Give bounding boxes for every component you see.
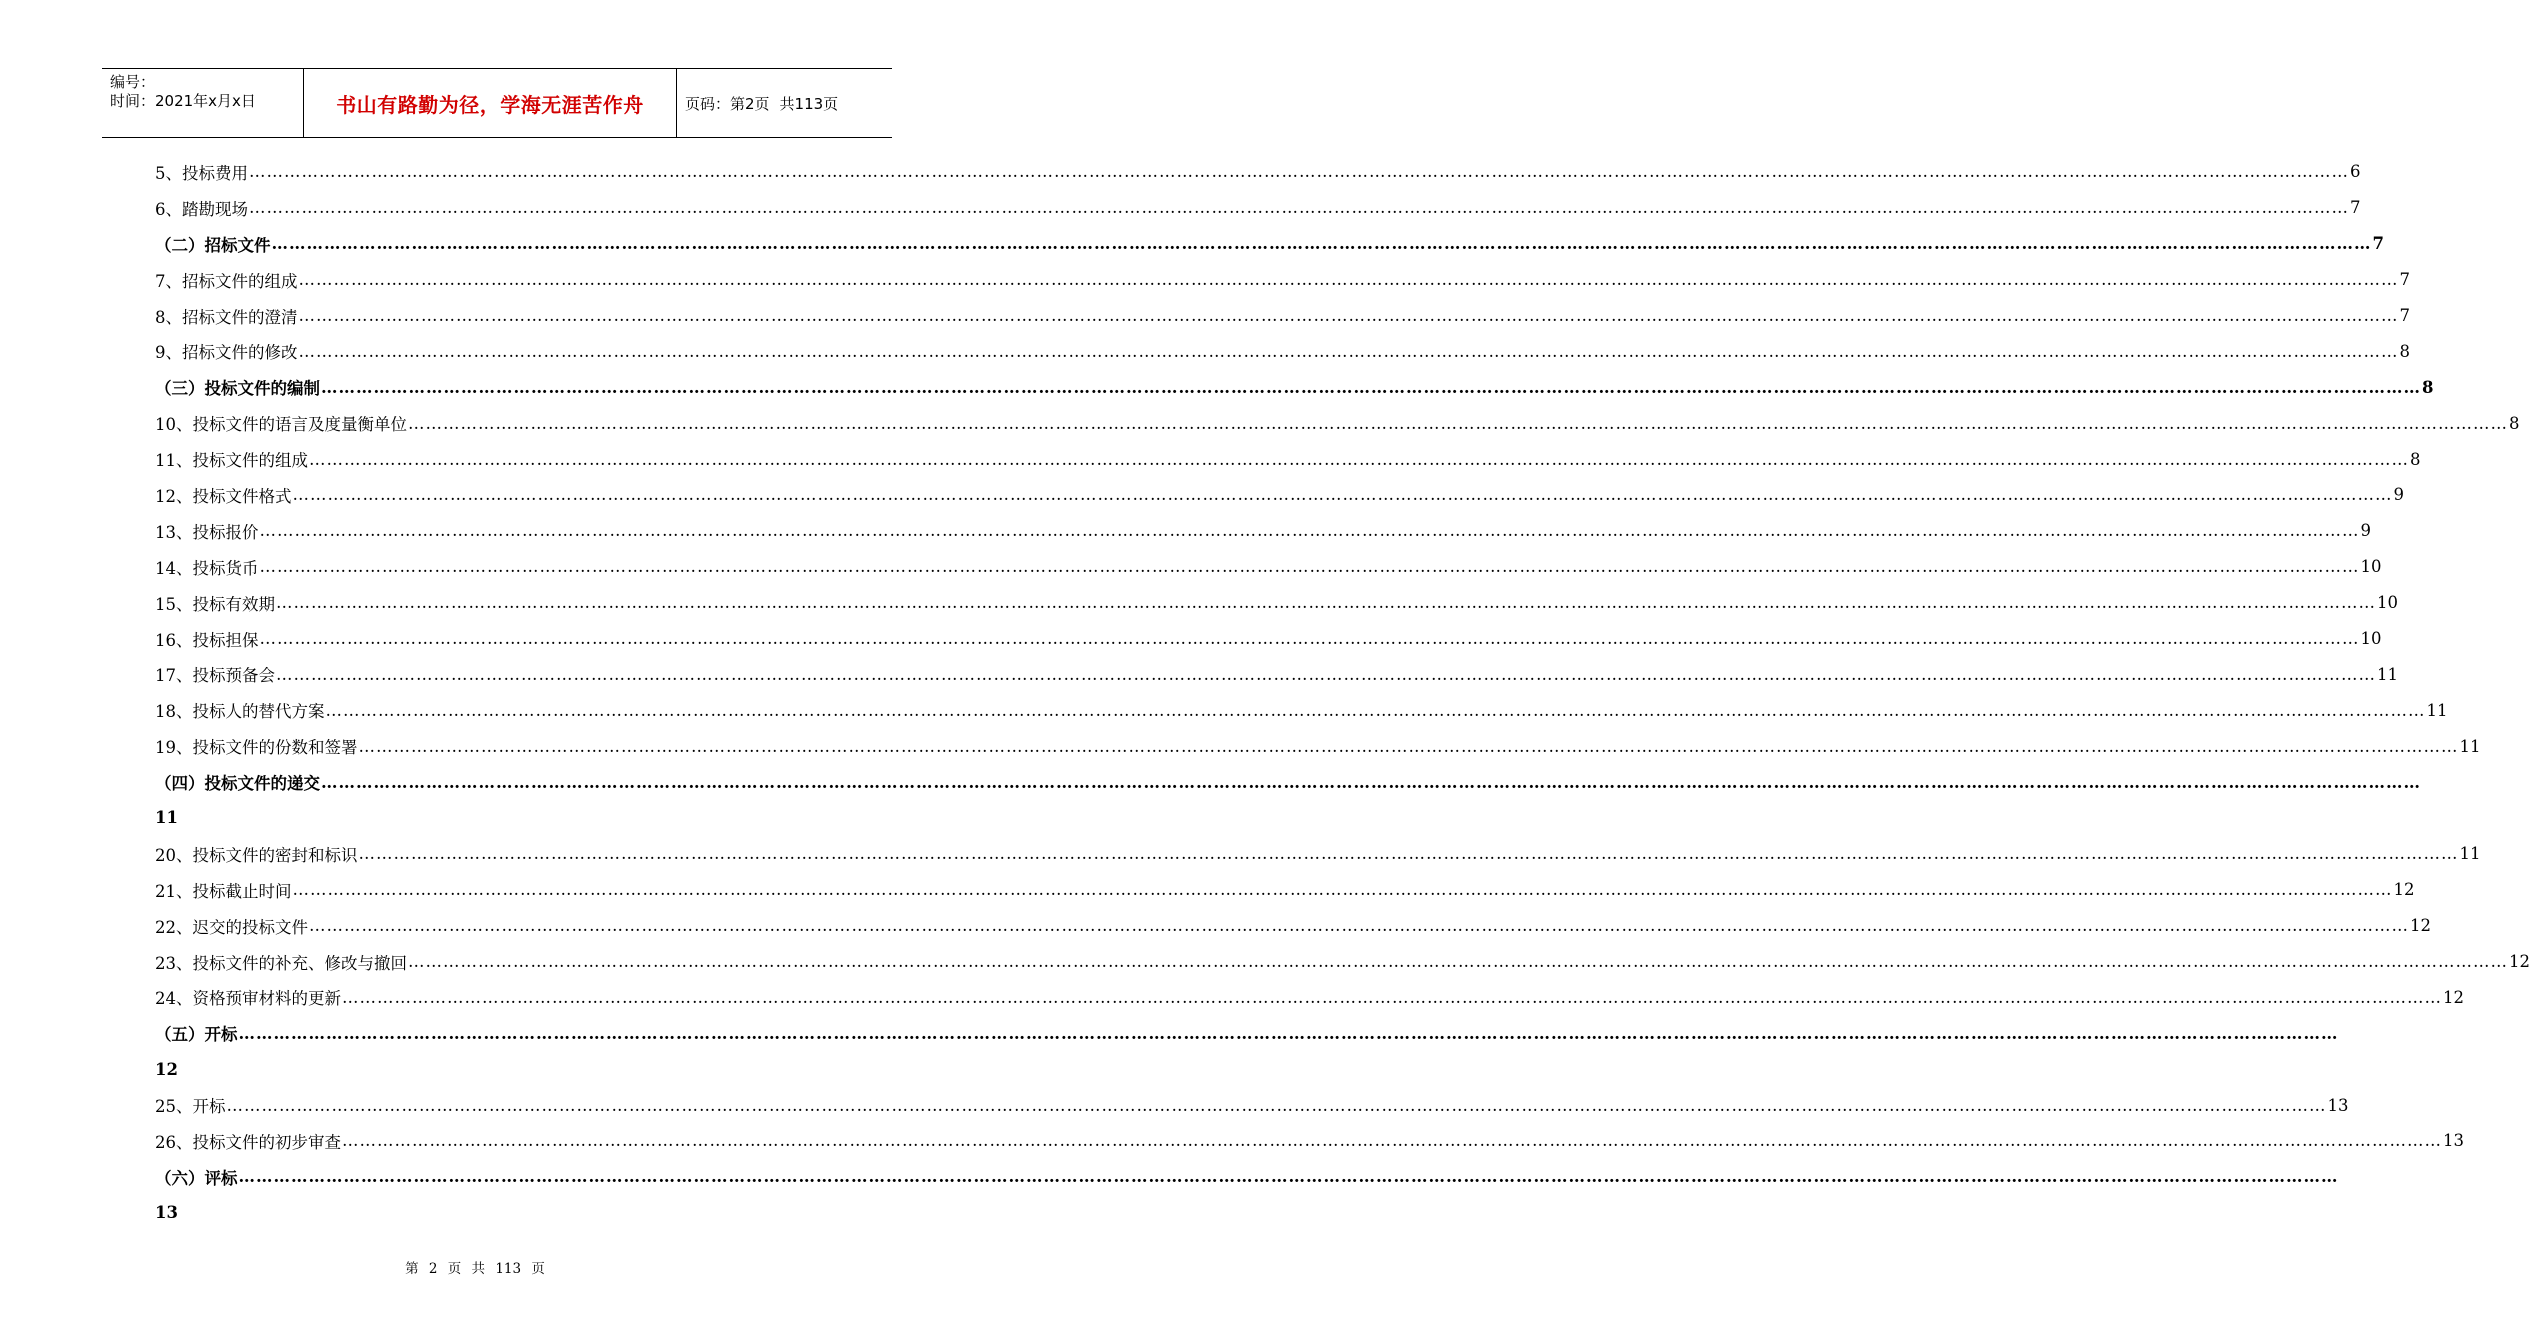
toc-entry[interactable] — [155, 262, 2410, 298]
toc-entry[interactable] — [155, 585, 2398, 621]
time-label: 时间：2021年x月x日 — [110, 92, 256, 110]
toc-dot-leader: ……………………………………………………………………………………………………………………………………………………………………………………………………………………………………………………………………………………………………………………………… — [342, 987, 2442, 1007]
toc-dot-leader: ……………………………………………………………………………………………………………………………………………………………………………………………………………………………………………………………………………………………………………………………… — [249, 162, 2349, 182]
toc-dot-leader: ……………………………………………………………………………………………………………………………………………………………………………………………………………………………………………………………………………………………………………………………… — [309, 449, 2409, 469]
toc-entry-page: 13 — [155, 1203, 178, 1223]
toc-entry[interactable] — [155, 692, 2448, 728]
toc-entry[interactable] — [155, 764, 2421, 800]
toc-entry-title: 14、投标货币 — [155, 558, 259, 578]
toc-entry-title: 15、投标有效期 — [155, 594, 275, 614]
toc-dot-leader: ……………………………………………………………………………………………………………………………………………………………………………………………………………………………………………………………………………………………………………………………… — [259, 629, 2360, 649]
toc-entry-page: 7 — [2350, 198, 2361, 218]
toc-entry[interactable] — [155, 298, 2410, 334]
toc-entry-page: 13 — [2443, 1131, 2464, 1151]
toc-entry-title: 12、投标文件格式 — [155, 486, 292, 506]
page-header — [102, 68, 892, 138]
toc-dot-leader: ……………………………………………………………………………………………………………………………………………………………………………………………………………………………………………………………………………………………………………………………… — [325, 700, 2426, 720]
toc-dot-leader: ……………………………………………………………………………………………………………………………………………………………………………………………………………………………………………………………………………………………………………………………… — [358, 844, 2459, 864]
toc-entry-title: 11、投标文件的组成 — [155, 451, 308, 471]
toc-entry-title: 20、投标文件的密封和标识 — [155, 845, 358, 865]
toc-entry[interactable] — [155, 979, 2464, 1015]
toc-dot-leader: ……………………………………………………………………………………………………………………………………………………………………………………………………………………………………………………………………………………………………………………………… — [321, 377, 2421, 397]
toc-entry-page-wrapped — [155, 800, 835, 836]
toc-entry-page: 7 — [2372, 234, 2384, 254]
toc-entry-page: 12 — [2393, 880, 2415, 900]
toc-dot-leader: ……………………………………………………………………………………………………………………………………………………………………………………………………………………………………………………………………………………………………………………………… — [298, 270, 2399, 290]
toc-dot-leader: ……………………………………………………………………………………………………………………………………………………………………………………………………………………………………………………………………………………………………………………………… — [358, 736, 2459, 756]
toc-dot-leader: ……………………………………………………………………………………………………………………………………………………………………………………………………………………………………………………………………………………………………………………………… — [276, 593, 2376, 613]
toc-entry-page: 8 — [2422, 377, 2434, 397]
toc-entry[interactable] — [155, 1159, 2339, 1195]
toc-dot-leader: ……………………………………………………………………………………………………………………………………………………………………………………………………………………………………………………………………………………………………………………………… — [408, 413, 2508, 433]
total-label: 共113页 — [779, 94, 839, 113]
toc-dot-leader: ……………………………………………………………………………………………………………………………………………………………………………………………………………………………………………………………………………………………………………………………… — [292, 485, 2393, 505]
toc-entry-page: 10 — [2377, 593, 2398, 613]
toc-entry-page: 8 — [2509, 413, 2520, 433]
toc-entry[interactable] — [155, 154, 2361, 190]
toc-entry-title: 6、踏勘现场 — [155, 199, 248, 219]
toc-dot-leader: ……………………………………………………………………………………………………………………………………………………………………………………………………………………………………………………………………………………………………………………………… — [309, 916, 2409, 936]
toc-entry[interactable] — [155, 333, 2410, 369]
toc-entry-title: 13、投标报价 — [155, 522, 259, 542]
toc-entry[interactable] — [155, 477, 2404, 513]
toc-entry-page: 9 — [2360, 521, 2371, 541]
toc-entry[interactable] — [155, 190, 2361, 226]
toc-entry-title: （三）投标文件的编制 — [155, 379, 320, 399]
toc-entry-title: （二）招标文件 — [155, 235, 271, 255]
toc-dot-leader: ……………………………………………………………………………………………………………………………………………………………………………………………………………………………………………………………………………………………………………………………… — [238, 1023, 2339, 1043]
toc-entry-page: 12 — [2443, 987, 2464, 1007]
toc-dot-leader: ……………………………………………………………………………………………………………………………………………………………………………………………………………………………………………………………………………………………………………………………… — [226, 1095, 2327, 1115]
toc-entry-title: 16、投标担保 — [155, 630, 259, 650]
toc-entry-page: 6 — [2350, 162, 2361, 182]
toc-entry[interactable] — [155, 226, 2384, 262]
toc-entry-page: 12 — [155, 1059, 178, 1079]
toc-entry[interactable] — [155, 728, 2481, 764]
toc-entry-page: 8 — [2399, 341, 2410, 361]
toc-entry-title: 24、资格预审材料的更新 — [155, 989, 341, 1009]
toc-entry-title: 18、投标人的替代方案 — [155, 702, 325, 722]
toc-entry-page: 7 — [2399, 270, 2410, 290]
toc-entry-title: 25、开标 — [155, 1097, 226, 1117]
toc-entry-page: 12 — [2410, 916, 2431, 936]
toc-entry-page: 12 — [2509, 952, 2530, 972]
number-label: 编号： — [110, 73, 156, 91]
header-meta — [102, 69, 304, 137]
toc-dot-leader: ……………………………………………………………………………………………………………………………………………………………………………………………………………………………………………………………………………………………………………………………… — [259, 557, 2360, 577]
toc-entry-page: 11 — [2377, 664, 2398, 684]
page-label: 页码：第2页 — [685, 94, 770, 113]
toc-entry-page: 7 — [2399, 306, 2410, 325]
toc-entry-title: 26、投标文件的初步审查 — [155, 1132, 341, 1152]
toc-entry[interactable] — [155, 1123, 2464, 1159]
toc-entry[interactable] — [155, 944, 2530, 980]
toc-entry-title: 10、投标文件的语言及度量衡单位 — [155, 415, 407, 435]
toc-entry-page: 11 — [2459, 844, 2481, 864]
toc-entry[interactable] — [155, 441, 2421, 477]
toc-dot-leader: ……………………………………………………………………………………………………………………………………………………………………………………………………………………………………………………………………………………………………………………………… — [292, 880, 2393, 900]
toc-dot-leader: ……………………………………………………………………………………………………………………………………………………………………………………………………………………………………………………………………………………………………………………………… — [298, 306, 2399, 325]
toc-entry-page: 9 — [2393, 485, 2404, 505]
toc-entry-title: 9、招标文件的修改 — [155, 343, 298, 363]
toc-dot-leader: ……………………………………………………………………………………………………………………………………………………………………………………………………………………………………………………………………………………………………………………………… — [321, 772, 2421, 792]
toc-entry-page: 10 — [2360, 557, 2382, 577]
toc-entry-title: （五）开标 — [155, 1025, 238, 1045]
toc-entry[interactable] — [155, 549, 2382, 585]
toc-entry-title: 5、投标费用 — [155, 163, 248, 183]
table-of-contents — [155, 154, 2530, 1231]
header-page-info — [677, 69, 892, 137]
header-motto: 书山有路勤为径，学海无涯苦作舟 — [304, 69, 677, 137]
toc-entry[interactable] — [155, 1087, 2349, 1123]
toc-entry-page: 11 — [2426, 700, 2448, 720]
toc-dot-leader: ……………………………………………………………………………………………………………………………………………………………………………………………………………………………………………………………………………………………………………………………… — [238, 1167, 2339, 1187]
toc-dot-leader: ……………………………………………………………………………………………………………………………………………………………………………………………………………………………………………………………………………………………………………………………… — [342, 1131, 2442, 1151]
toc-entry[interactable] — [155, 656, 2398, 692]
toc-dot-leader: ……………………………………………………………………………………………………………………………………………………………………………………………………………………………………………………………………………………………………………………………… — [298, 341, 2399, 361]
toc-dot-leader: ……………………………………………………………………………………………………………………………………………………………………………………………………………………………………………………………………………………………………………………………… — [259, 521, 2360, 541]
toc-entry-title: 7、招标文件的组成 — [155, 271, 298, 291]
toc-dot-leader: ……………………………………………………………………………………………………………………………………………………………………………………………………………………………………………………………………………………………………………………………… — [276, 664, 2376, 684]
toc-entry-title: （四）投标文件的递交 — [155, 774, 320, 794]
toc-entry-title: 23、投标文件的补充、修改与撤回 — [155, 953, 407, 973]
toc-entry-title: 8、招标文件的澄清 — [155, 307, 298, 327]
toc-entry[interactable] — [155, 369, 2434, 405]
toc-entry-title: 19、投标文件的份数和签署 — [155, 738, 358, 758]
toc-entry-title: （六）评标 — [155, 1168, 238, 1188]
toc-entry-title: 21、投标截止时间 — [155, 881, 292, 901]
toc-dot-leader: ……………………………………………………………………………………………………………………………………………………………………………………………………………………………………………………………………………………………………………………………… — [408, 952, 2508, 972]
toc-entry-page: 11 — [155, 808, 178, 828]
toc-entry-title: 17、投标预备会 — [155, 666, 275, 686]
page-footer: 第 2 页 共 113 页 — [405, 1261, 545, 1277]
toc-entry-page: 8 — [2410, 449, 2421, 469]
toc-entry[interactable] — [155, 836, 2481, 872]
toc-entry-page: 13 — [2327, 1095, 2349, 1115]
toc-entry-page: 10 — [2360, 629, 2382, 649]
toc-entry[interactable] — [155, 621, 2382, 657]
toc-entry[interactable] — [155, 1015, 2339, 1051]
toc-entry-page: 11 — [2459, 736, 2481, 756]
toc-entry[interactable] — [155, 908, 2431, 944]
toc-entry[interactable] — [155, 872, 2415, 908]
toc-entry-page-wrapped — [155, 1051, 835, 1087]
toc-dot-leader: ……………………………………………………………………………………………………………………………………………………………………………………………………………………………………………………………………………………………………………………………… — [249, 198, 2349, 218]
toc-entry[interactable] — [155, 513, 2371, 549]
toc-dot-leader: ……………………………………………………………………………………………………………………………………………………………………………………………………………………………………………………………………………………………………………………………… — [271, 234, 2372, 254]
toc-entry[interactable] — [155, 405, 2520, 441]
toc-entry-title: 22、迟交的投标文件 — [155, 917, 308, 937]
toc-entry-page-wrapped — [155, 1195, 835, 1231]
